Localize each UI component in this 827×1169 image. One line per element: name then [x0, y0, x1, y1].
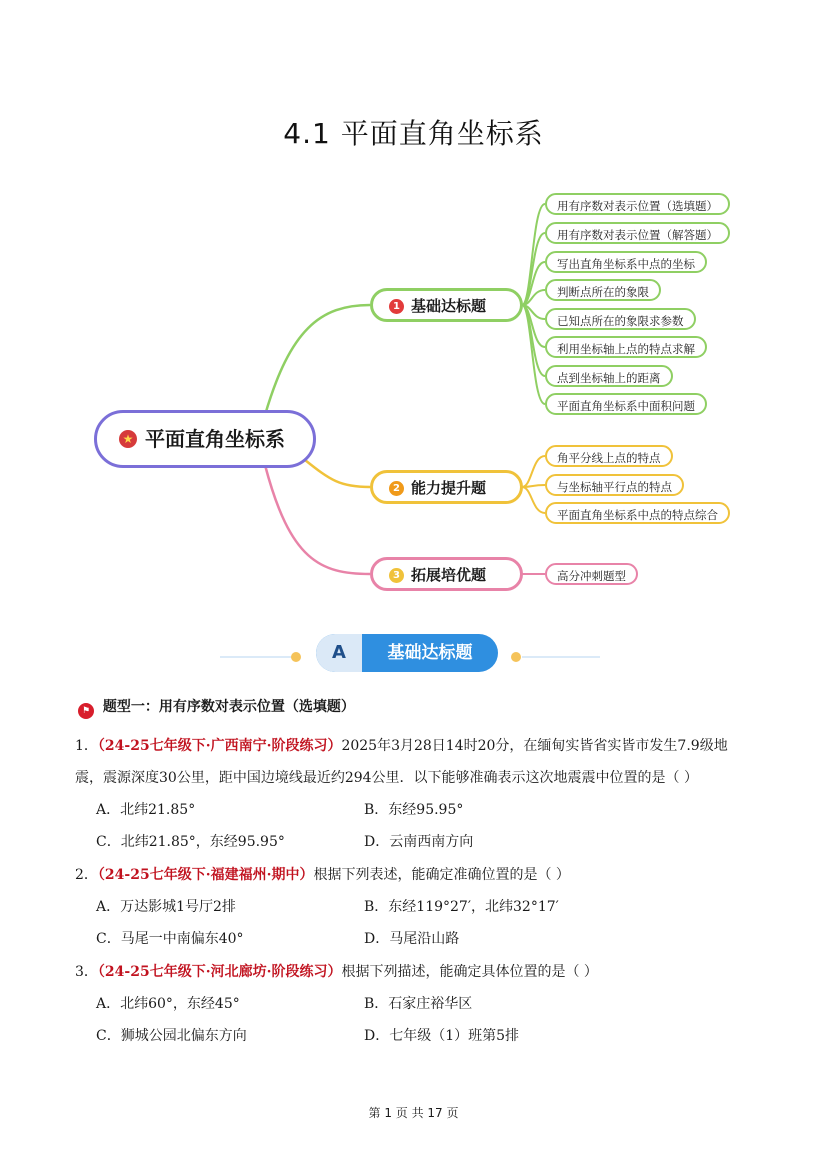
mindmap-branch-2 — [370, 470, 523, 504]
topic-heading — [78, 697, 355, 719]
option-d: D．七年级（1）班第5排 — [364, 1028, 520, 1044]
mindmap-leaf: 与坐标轴平行点的特点 — [545, 474, 684, 496]
option-b: B．东经95.95° — [364, 802, 464, 818]
mindmap-leaf: 平面直角坐标系中面积问题 — [545, 393, 707, 415]
question-2 — [75, 865, 755, 885]
option-a: A．北纬21.85° — [96, 802, 196, 818]
mindmap-leaf: 角平分线上点的特点 — [545, 445, 673, 467]
option-c: C．北纬21.85°，东经95.95° — [96, 834, 285, 850]
option-d: D．马尾沿山路 — [364, 931, 460, 947]
option-a: A．万达影城1号厅2排 — [96, 899, 236, 915]
mindmap-branch-1 — [370, 288, 523, 322]
question-text: 根据下列描述，能确定具体位置的是（ ） — [341, 964, 598, 980]
option-d: D．云南西南方向 — [364, 834, 474, 850]
page-title: 4.1 平面直角坐标系 — [283, 117, 544, 150]
question-3 — [75, 962, 755, 982]
page-footer: 第 1 页 共 17 页 — [368, 1106, 459, 1120]
question-source: （24-25七年级下·福建福州·期中） — [97, 867, 314, 883]
flag-icon: ⚑ — [78, 703, 94, 719]
mindmap-root — [94, 410, 316, 468]
mindmap-leaf: 平面直角坐标系中点的特点综合 — [545, 502, 730, 524]
branch-label: 拓展培优题 — [411, 566, 487, 584]
option-b: B．东经119°27′，北纬32°17′ — [364, 899, 559, 915]
question-number: 1． — [75, 738, 98, 754]
question-1-line2: 震，震源深度30公里，距中国边境线最近约294公里．以下能够准确表示这次地震震中位置的是（ ） — [75, 770, 698, 786]
mindmap-leaf: 高分冲刺题型 — [545, 563, 638, 585]
option-c: C．狮城公园北偏东方向 — [96, 1028, 247, 1044]
question-1 — [75, 736, 755, 756]
mindmap-leaf: 写出直角坐标系中点的坐标 — [545, 251, 707, 273]
branch-label: 基础达标题 — [411, 297, 487, 315]
mindmap-leaf: 点到坐标轴上的距离 — [545, 365, 673, 387]
mindmap-branch-3 — [370, 557, 523, 591]
question-text: 根据下列表述，能确定准确位置的是（ ） — [313, 867, 570, 883]
topic-label: 题型一：用有序数对表示位置（选填题） — [102, 699, 355, 715]
option-c: C．马尾一中南偏东40° — [96, 931, 244, 947]
star-icon: ★ — [119, 430, 137, 448]
question-source: （24-25七年级下·河北廊坊·阶段练习） — [97, 964, 342, 980]
mindmap-leaf: 已知点所在的象限求参数 — [545, 308, 696, 330]
option-a: A．北纬60°，东经45° — [96, 996, 240, 1012]
mindmap-leaf: 用有序数对表示位置（选填题） — [545, 193, 730, 215]
section-letter: A — [332, 642, 346, 663]
question-number: 2． — [75, 867, 98, 883]
section-banner — [316, 634, 498, 672]
mindmap-leaf: 利用坐标轴上点的特点求解 — [545, 336, 707, 358]
branch-label: 能力提升题 — [411, 479, 487, 497]
mindmap-leaf: 判断点所在的象限 — [545, 279, 661, 301]
question-number: 3． — [75, 964, 98, 980]
question-text: 2025年3月28日14时20分，在缅甸实皆省实皆市发生7.9级地 — [341, 738, 728, 754]
section-label: 基础达标题 — [387, 643, 473, 663]
mindmap-root-label: 平面直角坐标系 — [145, 427, 285, 451]
branch-number-icon: 1 — [389, 299, 404, 314]
option-b: B．石家庄裕华区 — [364, 996, 473, 1012]
question-source: （24-25七年级下·广西南宁·阶段练习） — [97, 738, 342, 754]
branch-number-icon: 2 — [389, 481, 404, 496]
branch-number-icon: 3 — [389, 568, 404, 583]
mindmap-leaf: 用有序数对表示位置（解答题） — [545, 222, 730, 244]
